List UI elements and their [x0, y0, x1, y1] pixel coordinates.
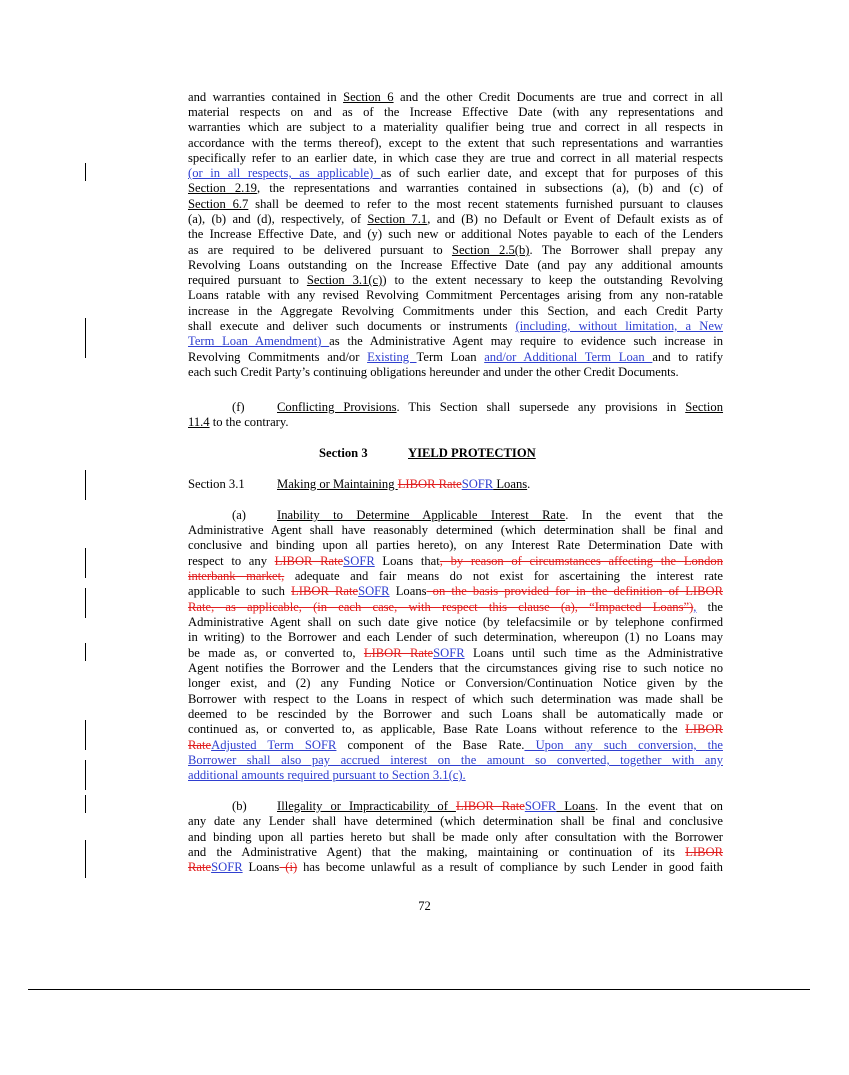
- deleted-text: interbank market,: [188, 569, 285, 583]
- inserted-text: SOFR: [211, 860, 243, 874]
- paragraph-line: Term Loan Amendment) as the Administrative Agent may require to evidence such increase in: [188, 334, 723, 348]
- paragraph-line: Revolving Commitments and/or Existing Term Loan and/or Additional Term Loan and to ratify: [188, 350, 723, 364]
- paragraph-line: each such Credit Party’s continuing obligations hereunder and under the other Credit Documents.: [188, 365, 679, 379]
- page-number: 72: [418, 899, 431, 913]
- paragraph-line: shall execute and deliver such documents or instruments (including, without limitation, a New: [188, 319, 724, 333]
- paragraph-line: Loans ratable with any revised Revolving Commitment Percentages arising from any non-ratable: [188, 288, 723, 302]
- section-title: YIELD PROTECTION: [408, 446, 536, 460]
- deleted-text: Rate, as applicable, (in each case, with respect this clause (a), “Impacted Loans”): [188, 600, 694, 614]
- paragraph-line: and the Administrative Agent) that the making, maintaining or continuation of its LIBOR: [188, 845, 723, 859]
- paragraph-line: RateSOFR Loans (i) has become unlawful as a result of compliance by such Lender in good faith: [188, 860, 723, 874]
- paragraph-line: any date any Lender shall have determined (which determination shall be final and conclusive: [188, 814, 723, 828]
- deleted-text: , by reason of circumstances affecting the London: [439, 554, 723, 568]
- paragraph-line: interbank market, adequate and fair means do not exist for ascertaining the interest rate: [188, 569, 723, 583]
- paragraph-line: as are required to be delivered pursuant to Section 2.5(b). The Borrower shall prepay any: [188, 243, 723, 257]
- paragraph-line: in writing) to the Borrower and each Lender of such determination, whereupon (1) no Loans may: [188, 630, 723, 644]
- deleted-text: (i): [279, 860, 298, 874]
- paragraph-line: [188, 768, 723, 783]
- change-bar: [85, 588, 86, 618]
- paragraph-line: Borrower with respect to the Loans in respect of which such determination was made shall be: [188, 692, 723, 706]
- subsection-heading: Section 3.1 Making or Maintaining LIBOR RateSOFR Loans.: [188, 477, 531, 491]
- clause-title: Conflicting Provisions: [277, 400, 397, 414]
- inserted-text: Existing: [367, 350, 417, 364]
- paragraph-line: (f) Conflicting Provisions. This Section shall supersede any provisions in Section: [232, 400, 724, 414]
- paragraph-line: be made as, or converted to, LIBOR RateSOFR Loans until such time as the Administrative: [188, 646, 724, 660]
- paragraph-line: and warranties contained in Section 6 and the other Credit Documents are true and correct in all: [188, 90, 723, 104]
- paragraph-line: the Increase Effective Date, and (y) such new or additional Notes payable to each of the Lenders: [188, 227, 723, 241]
- change-bar: [85, 840, 86, 878]
- paragraph-line: Revolving Loans outstanding on the Increase Effective Date (and pay any additional amounts: [188, 258, 723, 272]
- paragraph-line: Section 6.7 shall be deemed to refer to the most recent statements furnished pursuant to clauses: [188, 197, 723, 211]
- paragraph-line: respect to any LIBOR RateSOFR Loans that, by reason of circumstances affecting the London: [188, 554, 723, 568]
- paragraph-line: continued as, or converted to, as applicable, Base Rate Loans without reference to the LIBOR: [188, 722, 723, 736]
- deleted-text: LIBOR: [685, 722, 723, 736]
- deleted-text: on the basis provided for in the definition of LIBOR: [426, 584, 723, 598]
- deleted-text: LIBOR Rate: [363, 646, 434, 660]
- inserted-text: SOFR: [524, 799, 557, 813]
- inserted-text: Adjusted Term SOFR: [211, 738, 337, 752]
- paragraph-line: [188, 753, 723, 768]
- inserted-text: SOFR: [433, 646, 465, 660]
- paragraph-line: 11.4 to the contrary.: [188, 415, 289, 429]
- inserted-text: Term Loan Amendment): [188, 334, 330, 348]
- paragraph-line: (b) Illegality or Impracticability of LIBOR RateSOFR Loans. In the event that on: [232, 799, 723, 813]
- inserted-text: SOFR: [461, 477, 494, 491]
- deleted-text: LIBOR Rate: [274, 554, 344, 568]
- paragraph-line: deemed to be rescinded by the Borrower and such Loans shall be automatically made or: [188, 707, 723, 721]
- change-bar: [85, 548, 86, 578]
- change-bar: [85, 470, 86, 500]
- deleted-text: Rate: [188, 738, 212, 752]
- clause-title: Illegality or Impracticability of: [277, 799, 456, 813]
- inserted-text: (including, without limitation, a New: [515, 319, 724, 333]
- clause-label: (b): [232, 799, 247, 813]
- deleted-text: Rate: [188, 860, 212, 874]
- paragraph-line: specifically refer to an earlier date, in which case they are true and correct in all material respects: [188, 151, 723, 165]
- deleted-text: LIBOR: [685, 845, 723, 859]
- deleted-text: LIBOR Rate: [455, 799, 525, 813]
- paragraph-line: Administrative Agent shall have reasonably determined (which determination shall be final and: [188, 523, 723, 537]
- deleted-text: LIBOR Rate: [291, 584, 359, 598]
- paragraph-line: warranties which are subject to a materiality qualifier being true and correct in all respects in: [188, 120, 723, 134]
- inserted-text: and/or Additional Term Loan: [484, 350, 653, 364]
- inserted-text: Upon any such conversion, the: [524, 738, 723, 752]
- inserted-text: SOFR: [358, 584, 390, 598]
- paragraph-line: Agent notifies the Borrower and the Lenders that the circumstances giving rise to such notice no: [188, 661, 723, 675]
- change-bar: [85, 760, 86, 790]
- change-bar: [85, 163, 86, 181]
- section-number: Section 3: [319, 446, 368, 460]
- page-divider: [28, 989, 810, 990]
- paragraph-line: conclusive and binding upon all parties hereto), on any Interest Rate Determination Date with: [188, 538, 723, 552]
- change-bar: [85, 795, 86, 813]
- paragraph-line: (or in all respects, as applicable) as of such earlier date, and except that for purposes of this: [188, 166, 723, 180]
- clause-label: (f): [232, 400, 245, 414]
- paragraph-line: RateAdjusted Term SOFR component of the Base Rate. Upon any such conversion, the: [188, 738, 723, 752]
- paragraph-line: and binding upon all parties hereto but shall be made only after consultation with the Borrower: [188, 830, 723, 844]
- paragraph-line: longer exist, and (2) any Funding Notice or Conversion/Continuation Notice given by the: [188, 676, 723, 690]
- change-bar: [85, 318, 86, 358]
- paragraph-line: required pursuant to Section 3.1(c)) to the extent necessary to keep the outstanding Revolving: [188, 273, 723, 287]
- inserted-text: ,: [693, 600, 697, 614]
- clause-title: Inability to Determine Applicable Interest Rate: [277, 508, 566, 522]
- paragraph-line: material respects on and as of the Increase Effective Date (with any representations and: [188, 105, 723, 119]
- paragraph-line: Section 2.19, the representations and warranties contained in subsections (a), (b) and (c) of: [188, 181, 723, 195]
- paragraph-line: Administrative Agent shall on such date give notice (by telefacsimile or by telephone confirmed: [188, 615, 723, 629]
- paragraph-line: (a) Inability to Determine Applicable Interest Rate. In the event that the: [232, 508, 723, 522]
- paragraph-line: increase in the Aggregate Revolving Commitments under this Section, and each Credit Party: [188, 304, 723, 318]
- inserted-text: SOFR: [343, 554, 375, 568]
- paragraph-line: applicable to such LIBOR RateSOFR Loans on the basis provided for in the definition of LIBOR: [188, 584, 723, 598]
- change-bar: [85, 720, 86, 750]
- deleted-text: LIBOR Rate: [397, 477, 462, 491]
- paragraph-line: Rate, as applicable, (in each case, with respect this clause (a), “Impacted Loans”), the: [188, 600, 723, 614]
- inserted-text: Borrower shall also pay accrued interest on the amount so converted, together with any: [188, 753, 723, 767]
- inserted-text: additional amounts required pursuant to Section 3.1(c).: [188, 768, 466, 782]
- inserted-text: (or in all respects, as applicable): [188, 166, 381, 180]
- clause-label: (a): [232, 508, 246, 522]
- paragraph-line: accordance with the terms thereof), except to the extent that such representations and warranties: [188, 136, 723, 150]
- change-bar: [85, 643, 86, 661]
- paragraph-line: (a), (b) and (d), respectively, of Section 7.1, and (B) no Default or Event of Default exists as of: [188, 212, 723, 226]
